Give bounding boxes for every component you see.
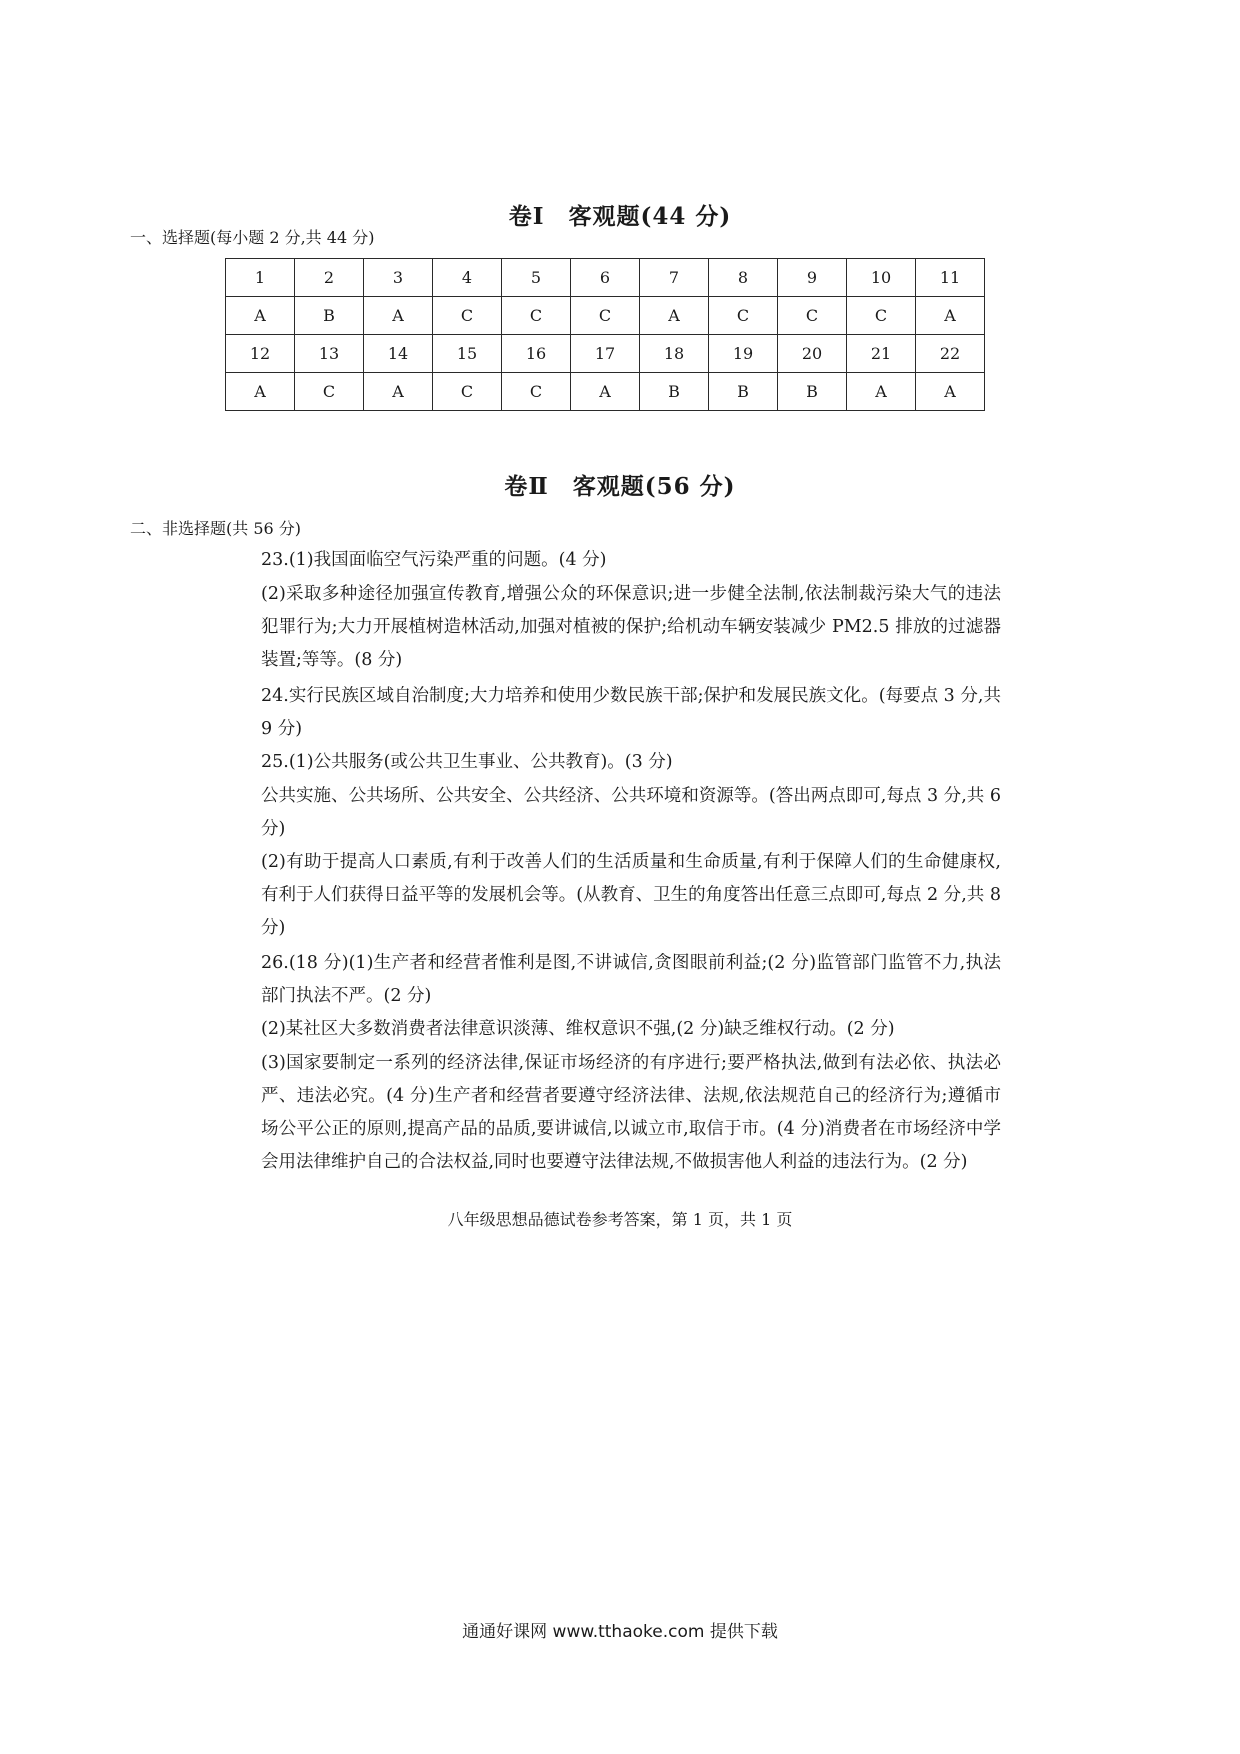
answer-q23-part2	[261, 578, 1001, 677]
page-footer: 八年级思想品德试卷参考答案，第 1 页，共 1 页	[447, 1210, 793, 1229]
answer-q25-part1b	[261, 780, 1001, 846]
answer-q26-part3-text: (3)国家要制定一系列的经济法律,保证市场经济的有序进行;要严格执法,做到有法必依、执法必严、违法必究。(4 分)生产者和经营者要遵守经济法律、法规,依法规范自己的经济行为;遵循市场公平公正的原则,提高产品的品质,要讲诚信,以诚立市,取信于市。(4 分)消费者在市场经济中学会用法律维护自己的合法权益,同时也要遵守法律法规,不做损害他人利益的违法行为。(2 分)	[261, 1053, 1001, 1172]
answer-cell: A	[364, 297, 433, 335]
part2-title: 卷Ⅱ 客观题(56 分)	[504, 473, 736, 500]
answer-cell: A	[916, 297, 985, 335]
answer-q25-part1: 25.(1)公共服务(或公共卫生事业、公共教育)。(3 分)	[261, 752, 673, 772]
answer-q26-part2	[261, 1013, 1001, 1046]
answer-q26-part1	[261, 947, 1001, 1013]
answer-cell: C	[709, 297, 778, 335]
question-number-cell: 4	[433, 259, 502, 297]
question-number-cell: 6	[571, 259, 640, 297]
answer-row	[226, 373, 985, 411]
answer-cell: B	[778, 373, 847, 411]
answer-cell: A	[364, 373, 433, 411]
answer-cell: B	[709, 373, 778, 411]
question-number-cell: 7	[640, 259, 709, 297]
answer-table	[225, 258, 985, 411]
answer-cell: B	[640, 373, 709, 411]
answer-q23-part1: 23.(1)我国面临空气污染严重的问题。(4 分)	[261, 550, 607, 570]
answer-cell: C	[571, 297, 640, 335]
part1-heading: 一、选择题(每小题 2 分,共 44 分)	[130, 228, 375, 247]
part1-title: 卷Ⅰ 客观题(44 分)	[508, 203, 732, 230]
download-watermark: 通通好课网 www.tthaoke.com 提供下载	[462, 1622, 778, 1642]
answer-cell: C	[502, 373, 571, 411]
question-number-cell: 15	[433, 335, 502, 373]
answer-cell: A	[916, 373, 985, 411]
answer-q26-part2-text: (2)某社区大多数消费者法律意识淡薄、维权意识不强,(2 分)缺乏维权行动。(2 分)	[261, 1019, 895, 1039]
question-number-cell: 8	[709, 259, 778, 297]
answer-cell: A	[571, 373, 640, 411]
question-number-cell: 12	[226, 335, 295, 373]
answer-cell: A	[226, 373, 295, 411]
question-number-cell: 17	[571, 335, 640, 373]
question-number-cell: 5	[502, 259, 571, 297]
answer-cell: A	[226, 297, 295, 335]
question-number-cell: 22	[916, 335, 985, 373]
answer-q26-part3	[261, 1047, 1001, 1179]
answer-cell: C	[778, 297, 847, 335]
question-number-cell: 21	[847, 335, 916, 373]
answer-cell: A	[640, 297, 709, 335]
question-number-cell: 2	[295, 259, 364, 297]
question-number-cell: 9	[778, 259, 847, 297]
answer-q25-part2-text: (2)有助于提高人口素质,有利于改善人们的生活质量和生命质量,有利于保障人们的生命健康权,有利于人们获得日益平等的发展机会等。(从教育、卫生的角度答出任意三点即可,每点 2 分,共 8 分)	[261, 852, 1001, 938]
question-number-cell: 14	[364, 335, 433, 373]
answer-q25-part2	[261, 846, 1001, 945]
answer-q24	[261, 680, 1001, 746]
answer-cell: C	[295, 373, 364, 411]
answer-row	[226, 297, 985, 335]
answer-table-body	[226, 259, 985, 411]
question-number-cell: 1	[226, 259, 295, 297]
question-number-cell: 16	[502, 335, 571, 373]
answer-cell: A	[847, 373, 916, 411]
question-number-cell: 3	[364, 259, 433, 297]
answer-cell: B	[295, 297, 364, 335]
answer-cell: C	[502, 297, 571, 335]
question-number-row	[226, 259, 985, 297]
answer-q25-part1b-text: 公共实施、公共场所、公共安全、公共经济、公共环境和资源等。(答出两点即可,每点 3 分,共 6 分)	[261, 786, 1001, 839]
answer-q24-text: 24.实行民族区域自治制度;大力培养和使用少数民族干部;保护和发展民族文化。(每要点 3 分,共 9 分)	[261, 686, 1001, 739]
answer-q23-part2-text: (2)采取多种途径加强宣传教育,增强公众的环保意识;进一步健全法制,依法制裁污染大气的违法犯罪行为;大力开展植树造林活动,加强对植被的保护;给机动车辆安装减少 PM2.5 排放的过滤器装置;等等。(8 分)	[261, 584, 1001, 670]
answer-q26-part1-text: 26.(18 分)(1)生产者和经营者惟利是图,不讲诚信,贪图眼前利益;(2 分)监管部门监管不力,执法部门执法不严。(2 分)	[261, 953, 1001, 1006]
question-number-cell: 10	[847, 259, 916, 297]
answer-cell: C	[433, 373, 502, 411]
answer-cell: C	[433, 297, 502, 335]
answer-cell: C	[847, 297, 916, 335]
question-number-row	[226, 335, 985, 373]
question-number-cell: 19	[709, 335, 778, 373]
question-number-cell: 18	[640, 335, 709, 373]
question-number-cell: 20	[778, 335, 847, 373]
part2-heading: 二、非选择题(共 56 分)	[130, 519, 302, 538]
question-number-cell: 13	[295, 335, 364, 373]
question-number-cell: 11	[916, 259, 985, 297]
